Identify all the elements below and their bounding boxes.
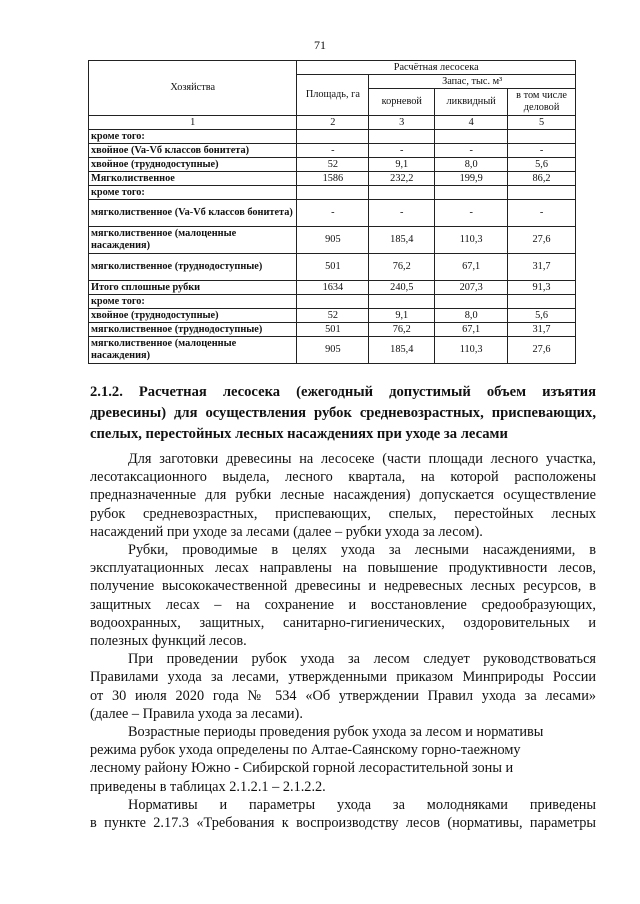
holding-name: мягколиственное (труднодоступные) [89,254,297,281]
table-row [89,144,576,158]
paragraph-line: Нормативы и параметры ухода за молодняками приведены [128,796,596,813]
table-cell: - [369,144,435,158]
header-business-stock: в том числе деловой [508,89,576,116]
holding-name: хвойное (Va-Vб классов бонитета) [89,144,297,158]
table-cell: - [435,200,508,227]
table-cell: 501 [297,254,369,281]
table-cell: 501 [297,323,369,337]
table-row [89,158,576,172]
header-area: Площадь, га [297,75,369,116]
table-cell: 27,6 [508,227,576,254]
table-row [89,309,576,323]
table-cell: - [508,144,576,158]
table-cell: 232,2 [369,172,435,186]
table-cell [508,186,576,200]
table-cell: 8,0 [435,309,508,323]
paragraph-line: предназначенные для рубки лесные насаждения) допускается осуществление [90,487,596,504]
paragraph [90,541,596,650]
holding-name: хвойное (труднодоступные) [89,309,297,323]
paragraph [90,450,596,541]
table-cell: - [369,200,435,227]
header-holdings: Хозяйства [89,61,297,116]
table-cell: - [297,144,369,158]
holding-name: Итого сплошные рубки [89,281,297,295]
column-number-row [89,116,576,130]
table-row [89,227,576,254]
table-cell: 67,1 [435,323,508,337]
holding-name: мягколиственное (малоценные насаждения) [89,337,297,364]
estimated-cutting-area-table [88,60,576,364]
paragraph-line: эксплуатационных лесах направлены на повышение продуктивности лесов, [90,560,596,577]
paragraph-line: При проведении рубок ухода за лесом следует руководствоваться [128,651,596,668]
holding-name: кроме того: [89,186,297,200]
table-cell [297,186,369,200]
section-heading-line: древесины) для осуществления рубок средневозрастных, приспевающих, [90,405,596,421]
table-cell: 905 [297,337,369,364]
page-number: 71 [314,38,326,52]
table-cell: 67,1 [435,254,508,281]
table-cell [369,130,435,144]
section-heading-line: спелых, перестойных лесных насаждениях при уходе за лесами [90,426,508,442]
table-cell: 110,3 [435,227,508,254]
section-heading-line: 2.1.2. Расчетная лесосека (ежегодный допустимый объем изъятия [90,384,596,400]
paragraph-line: Для заготовки древесины на лесосеке (части площади лесного участка, [128,451,596,467]
holding-name: хвойное (труднодоступные) [89,158,297,172]
paragraph-line: насаждений при уходе за лесами (далее – рубки ухода за лесом). [90,523,483,540]
table-cell: 1634 [297,281,369,295]
table-row [89,186,576,200]
column-number: 1 [89,116,297,130]
paragraph-line: полезных функций лесов. [90,633,247,650]
paragraph-line: приведены в таблицах 2.1.2.1 – 2.1.2.2. [90,778,326,795]
holding-name: кроме того: [89,295,297,309]
table-cell [435,295,508,309]
table-cell: 52 [297,158,369,172]
paragraph-line: лесотаксационного выдела, лесного квартала, на которой расположены [90,469,596,486]
table-cell: 185,4 [369,227,435,254]
table-cell [435,186,508,200]
section-heading [90,382,596,445]
paragraph [90,650,596,723]
paragraph-line: режима рубок ухода определены по Алтае-Саянскому горно-таежному [90,742,521,759]
paragraph-line: Правилами ухода за лесами, утвержденными приказом Минприроды России [90,669,596,686]
table-cell [508,295,576,309]
table-row [89,172,576,186]
table-cell [297,130,369,144]
table-cell: 86,2 [508,172,576,186]
table-cell: 5,6 [508,158,576,172]
body-text [90,450,596,832]
table-cell: 31,7 [508,254,576,281]
paragraph-line: защитных лесах – на сохранение и восстановление средообразующих, [90,596,596,613]
paragraph-line: в пункте 2.17.3 «Требования к воспроизводству лесов (нормативы, параметры [90,815,596,832]
table-cell: 185,4 [369,337,435,364]
table-cell: - [435,144,508,158]
paragraph-line: водоохранных, защитных, санитарно-гигиенических, оздоровительных и [90,614,596,631]
table-cell: 9,1 [369,309,435,323]
table-cell [369,295,435,309]
table-cell: 110,3 [435,337,508,364]
table-cell: 1586 [297,172,369,186]
header-stock: Запас, тыс. м³ [369,75,576,89]
paragraph-line: рубок средневозрастных, приспевающих, спелых, перестойных лесных [90,505,596,522]
table-row [89,130,576,144]
holding-name: кроме того: [89,130,297,144]
header-liquid-stock: ликвидный [435,89,508,116]
table-row [89,281,576,295]
paragraph [90,723,596,796]
paragraph-line: Возрастные периоды проведения рубок ухода за лесом и нормативы [128,724,544,741]
paragraph-line: от 30 июля 2020 года № 534 «Об утверждении Правил ухода за лесами» [90,687,596,704]
table-cell: 27,6 [508,337,576,364]
column-number: 4 [435,116,508,130]
table-cell: 8,0 [435,158,508,172]
column-number: 2 [297,116,369,130]
header-root-stock: корневой [369,89,435,116]
table-cell: 76,2 [369,254,435,281]
table-row [89,295,576,309]
table-cell: 199,9 [435,172,508,186]
table-row [89,323,576,337]
paragraph [90,796,596,832]
holding-name: мягколиственное (малоценные насаждения) [89,227,297,254]
table-cell: 91,3 [508,281,576,295]
table-cell: 905 [297,227,369,254]
holding-name: мягколиственное (Va-Vб классов бонитета) [89,200,297,227]
column-number: 3 [369,116,435,130]
table-cell: 9,1 [369,158,435,172]
table-cell [435,130,508,144]
table-row [89,337,576,364]
table-row [89,254,576,281]
table-cell: 31,7 [508,323,576,337]
holding-name: Мягколиственное [89,172,297,186]
table-cell: 76,2 [369,323,435,337]
table-cell: - [297,200,369,227]
table-cell [369,186,435,200]
table-cell [297,295,369,309]
paragraph-line: (далее – Правила ухода за лесами). [90,705,303,722]
paragraph-line: получение высококачественной древесины и недревесных лесных ресурсов, в [90,578,596,595]
table-cell [508,130,576,144]
table-cell: 52 [297,309,369,323]
holding-name: мягколиственное (труднодоступные) [89,323,297,337]
header-estimated-cutting-area: Расчётная лесосека [297,61,576,75]
column-number: 5 [508,116,576,130]
paragraph-line: лесному району Южно - Сибирской горной лесорастительной зоны и [90,760,514,777]
table-cell: 240,5 [369,281,435,295]
table-cell: - [508,200,576,227]
paragraph-line: Рубки, проводимые в целях ухода за лесными насаждениями, в [128,542,596,559]
table-row [89,200,576,227]
table-cell: 207,3 [435,281,508,295]
table-cell: 5,6 [508,309,576,323]
